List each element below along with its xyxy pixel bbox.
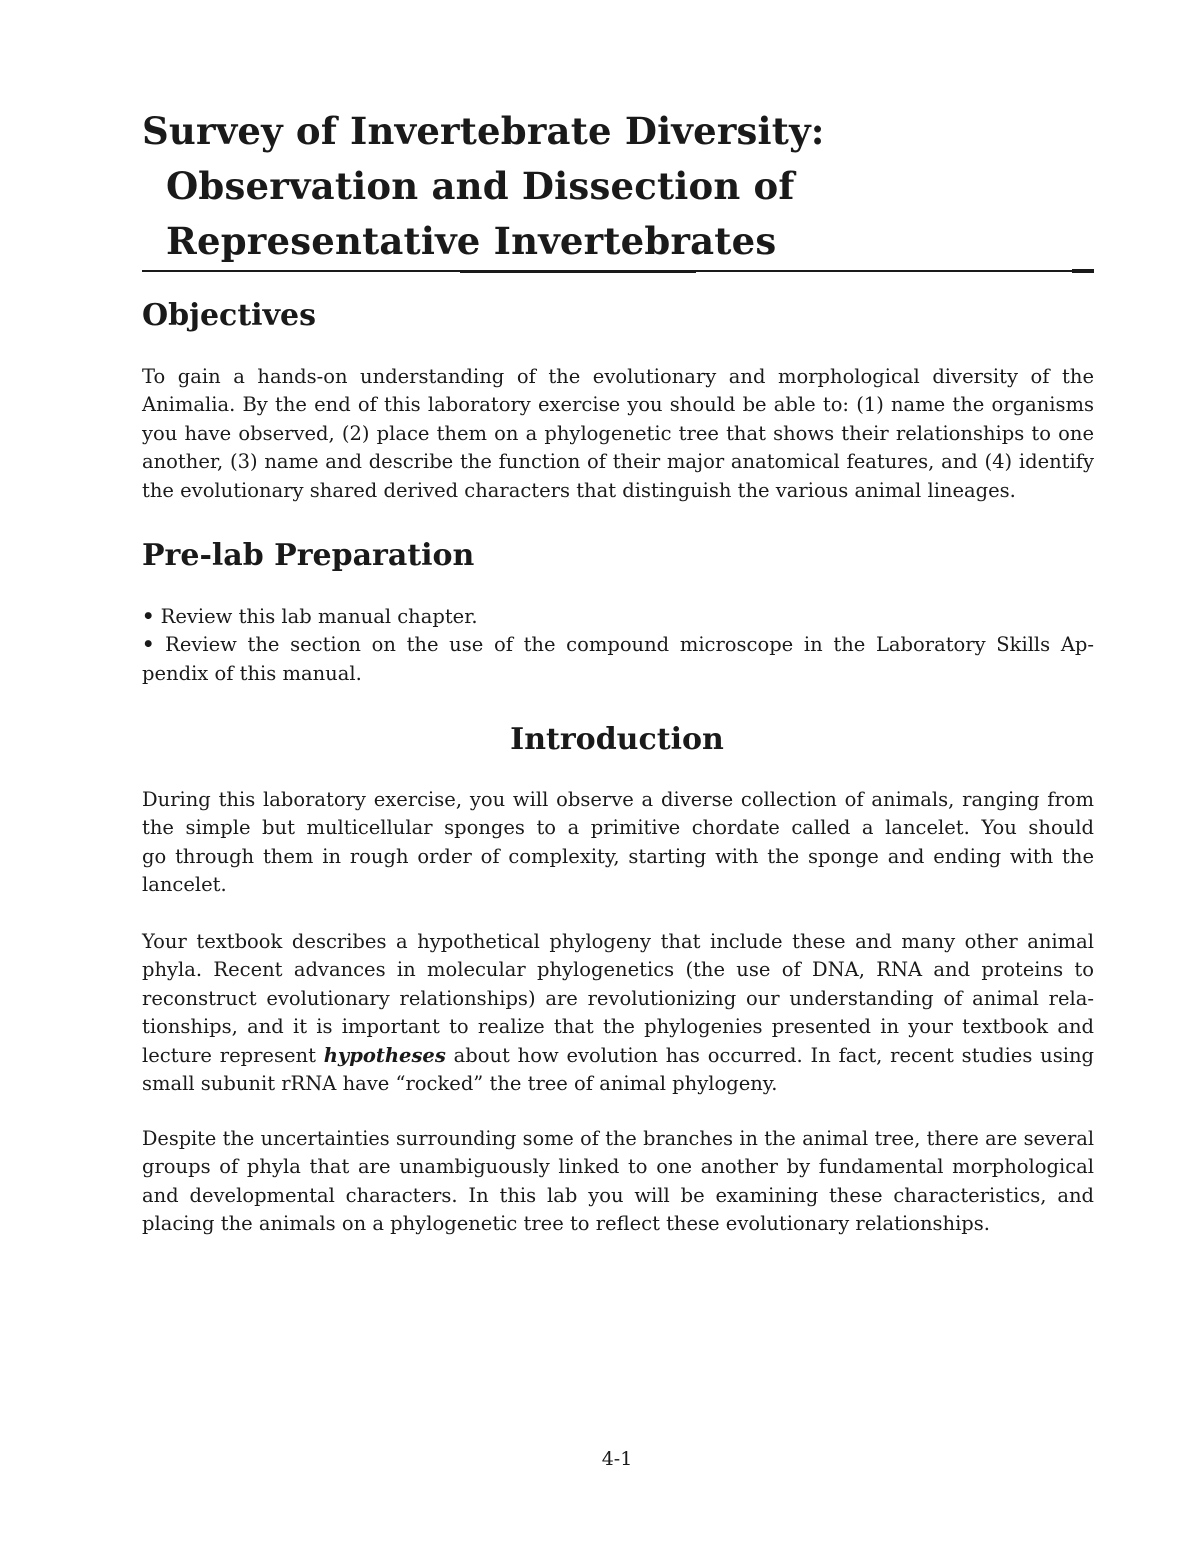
objectives-heading: Objectives (142, 298, 316, 333)
emphasized-term: hypotheses (323, 1043, 446, 1067)
intro-p1-line: During this laboratory exercise, you will observe a diverse collection of animals, ranging from (142, 788, 1094, 811)
title-divider-accent (460, 270, 696, 273)
objectives-line: you have observed, (2) place them on a phylogenetic tree that shows their relationships to one (142, 421, 1094, 445)
intro-p2-line: small subunit rRNA have “rocked” the tree of animal phylogeny. (142, 1072, 778, 1096)
bullet-text: pendix of this manual. (142, 661, 362, 685)
intro-p3-line: and developmental characters. In this lab you will be examining these characteristics, and (142, 1183, 1094, 1207)
prelab-heading: Pre-lab Preparation (142, 538, 475, 573)
bullet-text: Review the section on the use of the compound microscope in the Laboratory Skills Ap- (165, 633, 1094, 657)
intro-paragraph-1 (142, 786, 1094, 900)
prelab-bullet-item (142, 631, 1094, 688)
intro-p3-line: Despite the uncertainties surrounding some of the branches in the animal tree, there are several (142, 1127, 1094, 1150)
bullet-icon: • (142, 633, 155, 657)
objectives-line: Animalia. By the end of this laboratory exercise you should be able to: (1) name the organisms (142, 393, 1094, 417)
intro-p2-line: Your textbook describes a hypothetical phylogeny that include these and many other animal (142, 930, 1094, 953)
title-line-2: Observation and Dissection of (166, 164, 795, 208)
intro-paragraph-2 (142, 928, 1094, 1098)
prelab-bullet-list (142, 603, 1094, 688)
objectives-line: the evolutionary shared derived characters that distinguish the various animal lineages. (142, 478, 1016, 502)
page-title (142, 104, 1102, 269)
introduction-heading: Introduction (510, 722, 724, 757)
intro-p2-text: lecture represent (142, 1043, 324, 1067)
objectives-paragraph (142, 363, 1094, 505)
objectives-line: To gain a hands-on understanding of the evolutionary and morphological diversity of the (142, 365, 1094, 388)
title-line-3: Representative Invertebrates (166, 219, 777, 263)
intro-p1-line: lancelet. (142, 873, 227, 897)
intro-p2-text: about how evolution has occurred. In fact, recent studies using (445, 1043, 1094, 1067)
intro-p2-line: reconstruct evolutionary relationships) are revolutionizing our understanding of animal rela- (142, 986, 1094, 1010)
intro-paragraph-3 (142, 1125, 1094, 1239)
intro-p2-line (142, 1042, 1094, 1070)
page-number: 4-1 (601, 1448, 633, 1470)
intro-p2-line: phyla. Recent advances in molecular phylogenetics (the use of DNA, RNA and proteins to (142, 958, 1094, 982)
title-line-1: Survey of Invertebrate Diversity: (142, 109, 825, 153)
intro-p3-line: groups of phyla that are unambiguously linked to one another by fundamental morphological (142, 1155, 1094, 1179)
intro-p1-line: go through them in rough order of complexity, starting with the sponge and ending with the (142, 844, 1094, 868)
intro-p2-line: tionships, and it is important to realize that the phylogenies presented in your textbook and (142, 1015, 1094, 1039)
intro-p3-line: placing the animals on a phylogenetic tree to reflect these evolutionary relationships. (142, 1212, 990, 1236)
bullet-text: Review this lab manual chapter. (160, 605, 478, 628)
prelab-bullet-item (142, 603, 1094, 631)
title-divider-end (1072, 269, 1094, 273)
intro-p1-line: the simple but multicellular sponges to a primitive chordate called a lancelet. You should (142, 816, 1094, 840)
objectives-line: another, (3) name and describe the function of their major anatomical features, and (4) identify (142, 450, 1094, 474)
bullet-icon: • (142, 605, 155, 628)
